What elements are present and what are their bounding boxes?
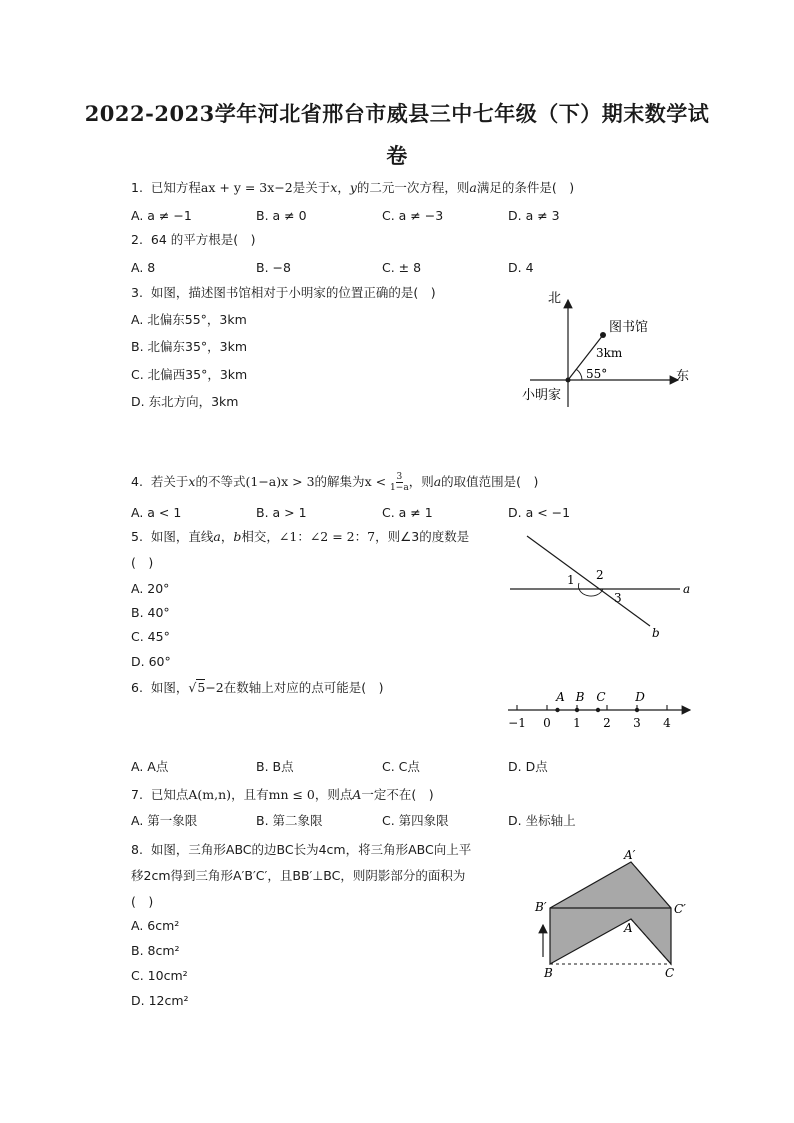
angle-1-label: 1 [567, 573, 575, 587]
angle-2-label: 2 [596, 568, 604, 582]
q6-option-d[interactable]: D. D点 [508, 759, 548, 774]
number-line-tick-label: −1 [508, 716, 526, 730]
question-8-line-1: 8. 如图，三角形ABC的边BC长为4cm，将三角形ABC向上平 [131, 842, 472, 857]
number-line-tick-label: 3 [633, 716, 641, 730]
q4-option-a[interactable]: A. a < 1 [131, 505, 182, 520]
home-point [566, 378, 571, 383]
q8-option-a[interactable]: A. 6cm² [131, 918, 180, 933]
home-label: 小明家 [522, 388, 562, 403]
line-b-label: b [652, 626, 660, 640]
q4-option-c[interactable]: C. a ≠ 1 [382, 505, 433, 520]
q3-option-d[interactable]: D. 东北方向，3km [131, 394, 239, 409]
solution-fraction: $\frac{3}{1-a}$ [390, 472, 409, 493]
q3-direction-figure [510, 282, 700, 412]
question-8-line-2: 移2cm得到三角形A′B′C′，且BB′⊥BC，则阴影部分的面积为 [131, 868, 466, 883]
library-point [600, 332, 606, 338]
label-a: A [624, 921, 633, 935]
q4-option-b[interactable]: B. a > 1 [256, 505, 307, 520]
angle-arc [576, 369, 582, 380]
q2-option-c[interactable]: C. ± 8 [382, 260, 422, 275]
q5-option-b[interactable]: B. 40° [131, 605, 170, 620]
question-8-paren: ( ) [131, 894, 154, 909]
number-line-tick-label: 2 [603, 716, 611, 730]
q3-option-a[interactable]: A. 北偏东55°，3km [131, 312, 247, 327]
q1-option-a[interactable]: A. a ≠ −1 [131, 208, 192, 223]
number-line-point-label: B [575, 690, 585, 704]
number-line-point-b [575, 708, 579, 712]
q8-option-c[interactable]: C. 10cm² [131, 968, 188, 983]
q4-option-d[interactable]: D. a < −1 [508, 505, 571, 520]
q7-option-c[interactable]: C. 第四象限 [382, 813, 449, 828]
label-b: B [544, 966, 553, 980]
shaded-region [550, 862, 671, 964]
page-title: 2022-2023学年河北省邢台市威县三中七年级（下）期末数学试 [84, 101, 710, 126]
q5-intersecting-lines-figure [505, 528, 700, 643]
number-line-tick-label: 1 [573, 716, 581, 730]
east-label: 东 [676, 369, 690, 384]
q6-option-a[interactable]: A. A点 [131, 759, 169, 774]
question-2: 2. 64 的平方根是( ) [131, 232, 256, 247]
q8-translation-figure [528, 845, 700, 985]
label-c-prime: C′ [674, 902, 686, 916]
distance-label: 3km [596, 346, 623, 360]
q1-option-d[interactable]: D. a ≠ 3 [508, 208, 560, 223]
number-line-point-label: A [556, 690, 565, 704]
q6-option-b[interactable]: B. B点 [256, 759, 294, 774]
q7-option-a[interactable]: A. 第一象限 [131, 813, 198, 828]
number-line-point-d [635, 708, 639, 712]
number-line-point-a [555, 708, 559, 712]
q5-option-d[interactable]: D. 60° [131, 654, 171, 669]
q3-option-c[interactable]: C. 北偏西35°，3km [131, 367, 248, 382]
q5-option-c[interactable]: C. 45° [131, 629, 170, 644]
north-label: 北 [548, 291, 562, 306]
question-5-paren: ( ) [131, 555, 154, 570]
label-b-prime: B′ [535, 900, 547, 914]
q5-option-a[interactable]: A. 20° [131, 581, 170, 596]
number-line-point-label: D [635, 690, 645, 704]
q6-number-line-figure [500, 684, 700, 736]
q3-option-b[interactable]: B. 北偏东35°，3km [131, 339, 248, 354]
label-c: C [665, 966, 675, 980]
question-3: 3. 如图，描述图书馆相对于小明家的位置正确的是( ) [131, 285, 436, 300]
q7-option-d[interactable]: D. 坐标轴上 [508, 813, 576, 828]
q2-option-d[interactable]: D. 4 [508, 260, 534, 275]
page-title-continued: 卷 [386, 143, 408, 168]
q7-option-b[interactable]: B. 第二象限 [256, 813, 323, 828]
q2-option-b[interactable]: B. −8 [256, 260, 291, 275]
number-line-tick-label: 4 [663, 716, 671, 730]
sqrt-expression: √5−2 [188, 680, 224, 695]
q6-option-c[interactable]: C. C点 [382, 759, 420, 774]
number-line-tick-label: 0 [543, 716, 551, 730]
angle-3-label: 3 [614, 591, 622, 605]
q8-option-b[interactable]: B. 8cm² [131, 943, 180, 958]
q8-option-d[interactable]: D. 12cm² [131, 993, 189, 1008]
question-5: 5. 如图，直线a，b相交，∠1：∠2 = 2：7，则∠3的度数是 [131, 529, 470, 544]
line-b [527, 536, 650, 626]
question-4: 4. 若关于x的不等式(1−a)x > 3的解集为x < $\frac{3}{1-a}$ ，则a的取值范围是( ) [131, 472, 539, 493]
q1-option-b[interactable]: B. a ≠ 0 [256, 208, 307, 223]
library-label: 图书馆 [609, 320, 649, 335]
number-line-point-label: C [596, 690, 606, 704]
q2-option-a[interactable]: A. 8 [131, 260, 156, 275]
angle-label: 55° [586, 367, 608, 381]
line-a-label: a [683, 582, 691, 596]
label-a-prime: A′ [624, 848, 636, 862]
question-6: 6. 如图，√5−2在数轴上对应的点可能是( ) [131, 680, 384, 695]
q1-option-c[interactable]: C. a ≠ −3 [382, 208, 444, 223]
question-7: 7. 已知点A(m,n)，且有mn ≤ 0，则点A一定不在( ) [131, 787, 434, 802]
question-1: 1. 已知方程ax + y = 3x−2是关于x，y的二元一次方程，则a满足的条件是( ) [131, 180, 575, 195]
number-line-point-c [596, 708, 600, 712]
